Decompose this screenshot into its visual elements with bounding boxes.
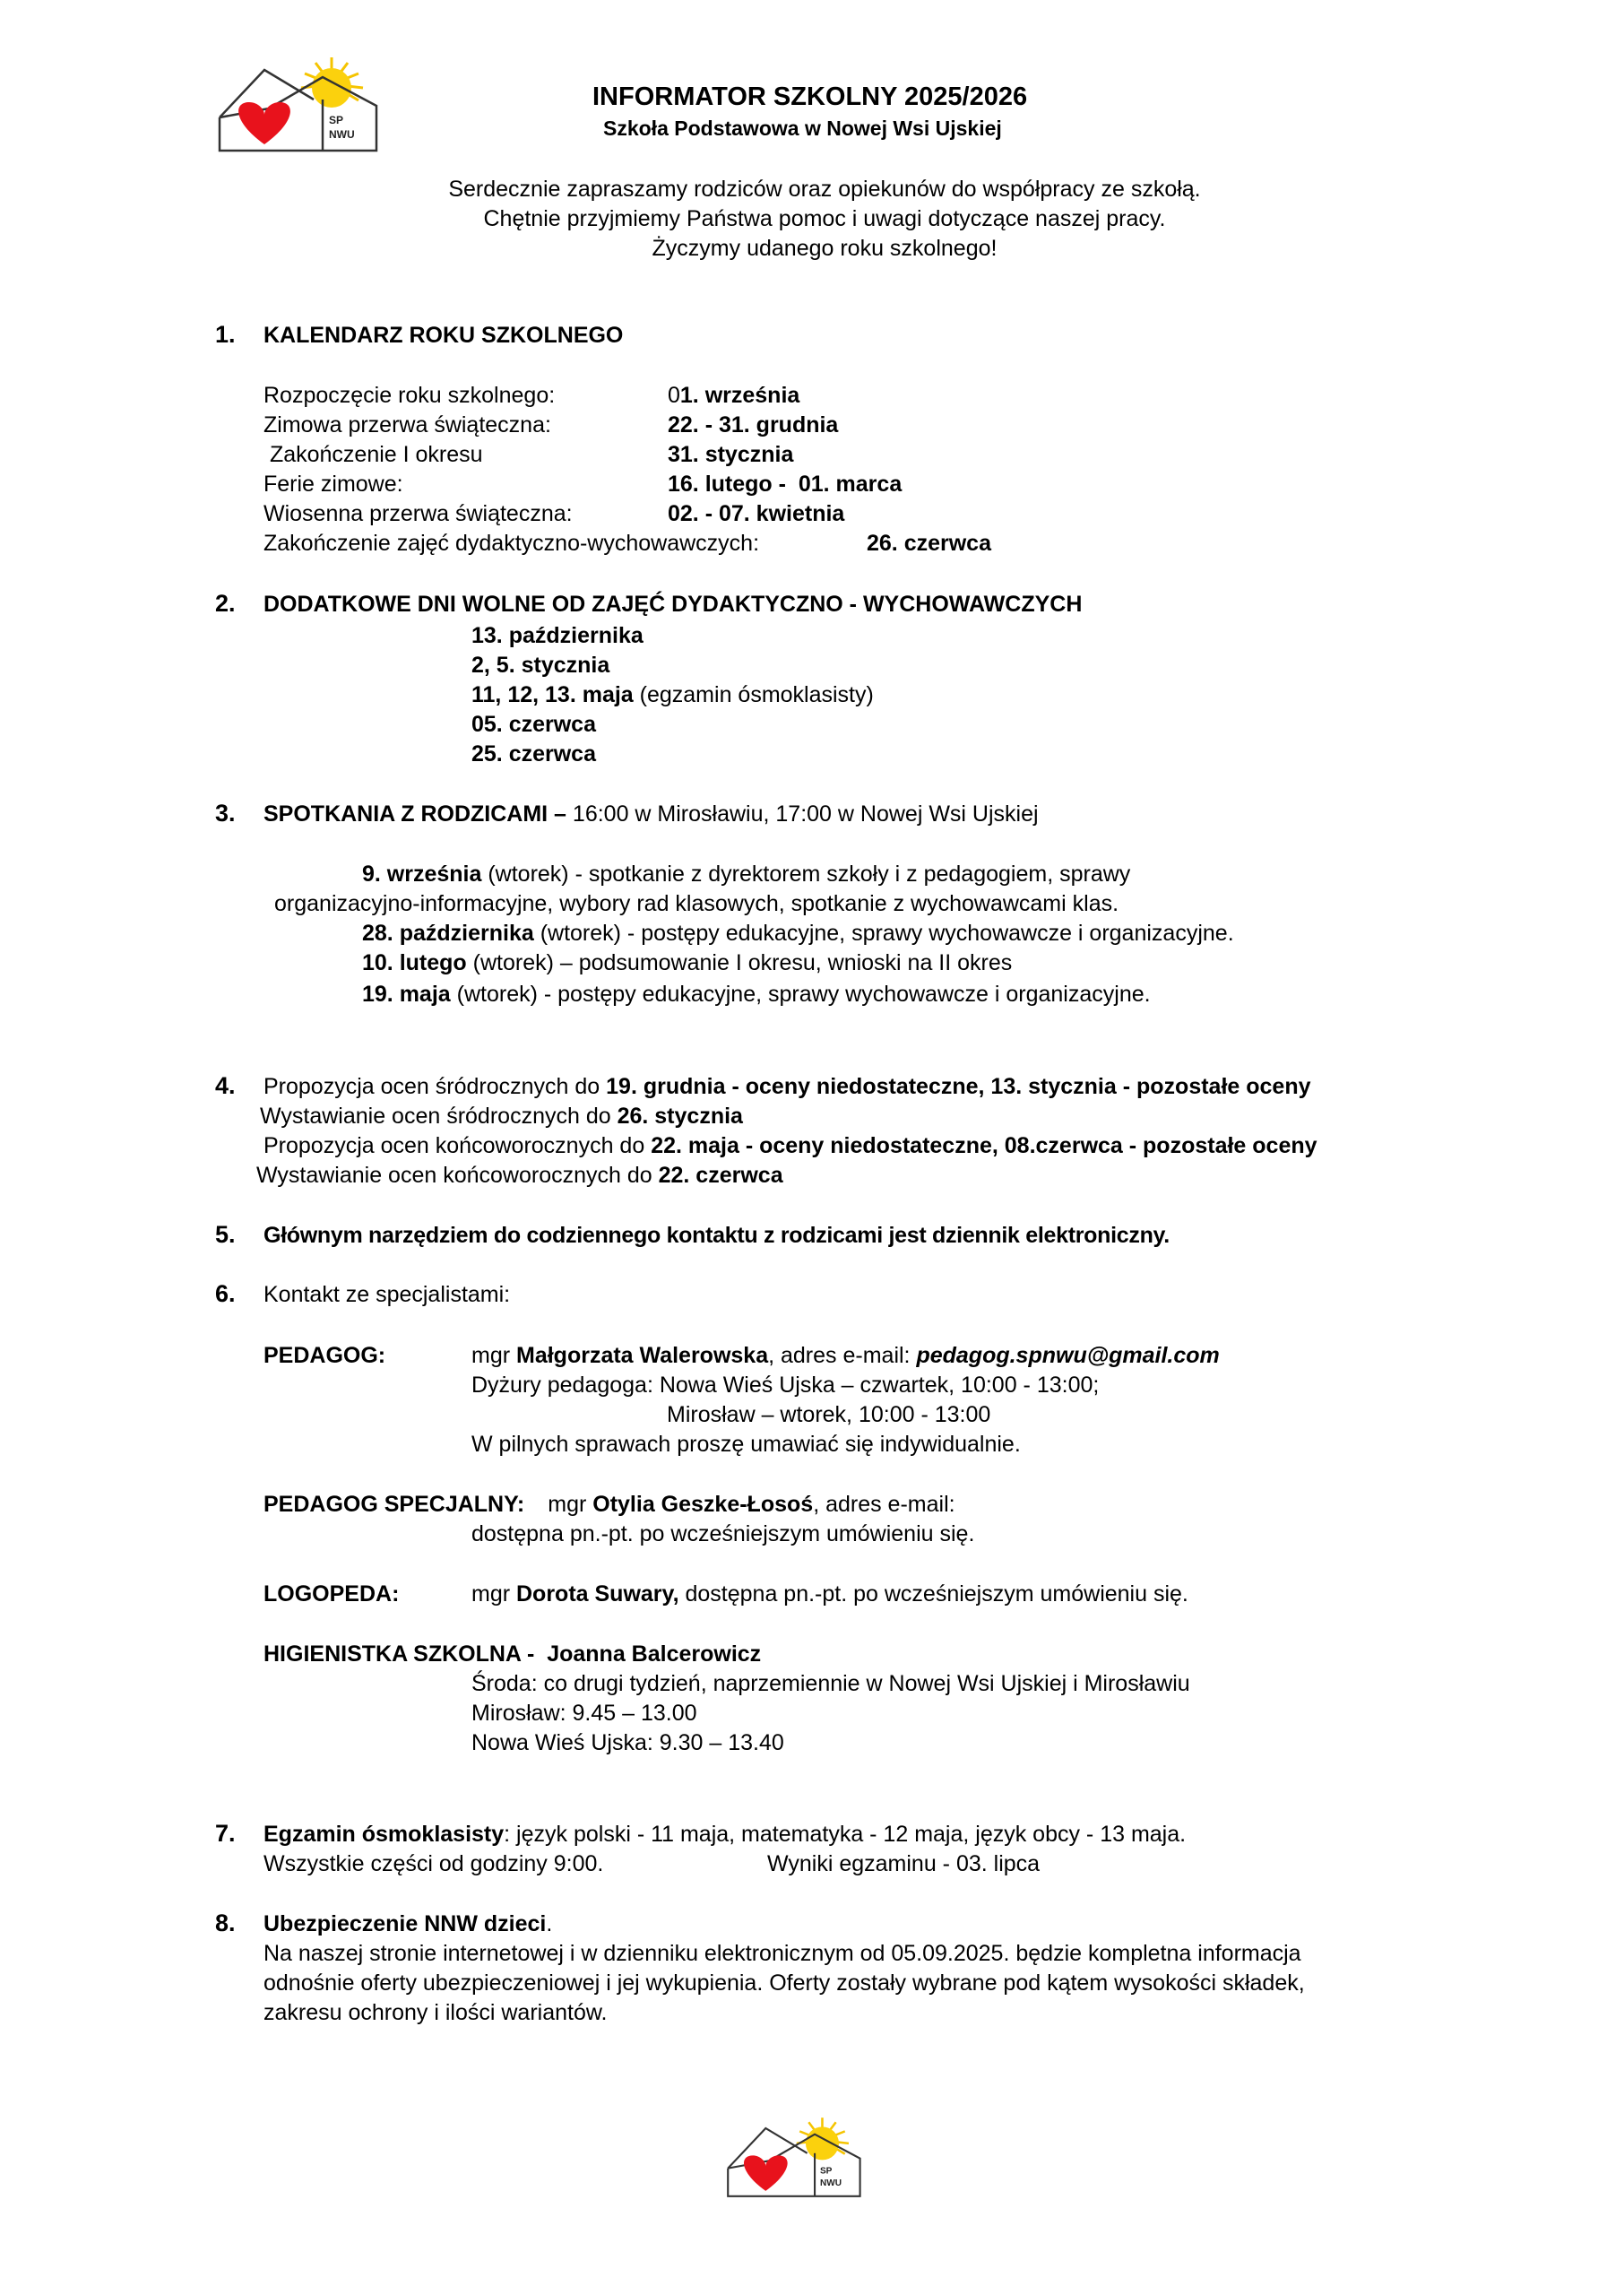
pedagog-line-1: mgr Małgorzata Walerowska, adres e-mail: pedagog.spnwu@gmail.com: [471, 1343, 1220, 1368]
meeting-1: 9. września (wtorek) - spotkanie z dyrektorem szkoły i z pedagogiem, sprawy: [362, 862, 1131, 887]
calendar-value: 26. czerwca: [867, 531, 991, 556]
intro-line-2: Chętnie przyjmiemy Państwa pomoc i uwagi dotyczące naszej pracy.: [483, 206, 1166, 231]
section-2-title: DODATKOWE DNI WOLNE OD ZAJĘĆ DYDAKTYCZNO - WYCHOWAWCZYCH: [263, 592, 1083, 617]
nurse-label: HIGIENISTKA SZKOLNA - Joanna Balcerowicz: [263, 1641, 762, 1667]
logo-text-sp: SP: [819, 2166, 833, 2177]
pedagog-line-4: W pilnych sprawach proszę umawiać się indywidualnie.: [471, 1432, 1021, 1457]
school-logo-bottom: [724, 2111, 868, 2203]
meeting-1-continued: organizacyjno-informacyjne, wybory rad klasowych, spotkanie z wychowawcami klas.: [274, 891, 1119, 916]
meeting-3: 10. lutego (wtorek) – podsumowanie I okresu, wnioski na II okres: [362, 950, 1013, 975]
calendar-label: Zakończenie zajęć dydaktyczno-wychowawczych:: [263, 531, 760, 556]
day-off-item: 05. czerwca: [471, 712, 596, 737]
section-3-title: SPOTKANIA Z RODZICAMI – 16:00 w Mirosławiu, 17:00 w Nowej Wsi Ujskiej: [263, 801, 1039, 827]
section-5-text: Głównym narzędziem do codziennego kontaktu z rodzicami jest dziennik elektroniczny.: [263, 1223, 1170, 1248]
section-6-number: 6.: [215, 1280, 236, 1307]
calendar-label: Zakończenie I okresu: [263, 442, 483, 467]
section-7-line-1: Egzamin ósmoklasisty: język polski - 11 maja, matematyka - 12 maja, język obcy - 13 maja.: [263, 1822, 1187, 1847]
section-4-number: 4.: [215, 1072, 236, 1099]
page-subtitle: Szkoła Podstawowa w Nowej Wsi Ujskiej: [603, 117, 1002, 140]
calendar-value: 02. - 07. kwietnia: [668, 501, 845, 526]
calendar-label: Rozpoczęcie roku szkolnego:: [263, 383, 556, 408]
section-6-title: Kontakt ze specjalistami:: [263, 1282, 511, 1307]
pedagog-line-3: Mirosław – wtorek, 10:00 - 13:00: [667, 1402, 991, 1427]
nurse-line-1: Środa: co drugi tydzień, naprzemiennie w Nowej Wsi Ujskiej i Mirosławiu: [471, 1671, 1190, 1696]
special-pedagog-line-2: dostępna pn.-pt. po wcześniejszym umówieniu się.: [471, 1521, 975, 1546]
calendar-value: 22. - 31. grudnia: [668, 412, 839, 437]
calendar-label: Ferie zimowe:: [263, 472, 403, 497]
calendar-value: 31. stycznia: [668, 442, 794, 467]
nurse-line-3: Nowa Wieś Ujska: 9.30 – 13.40: [471, 1730, 784, 1755]
section-3-number: 3.: [215, 800, 236, 827]
grades-line-3: Propozycja ocen końcoworocznych do 22. maja - oceny niedostateczne, 08.czerwca - pozostałe oceny: [263, 1133, 1317, 1158]
speech-therapist-label: LOGOPEDA:: [263, 1581, 400, 1606]
school-logo-top: [215, 50, 385, 158]
meeting-4: 19. maja (wtorek) - postępy edukacyjne, sprawy wychowawcze i organizacyjne.: [362, 982, 1151, 1007]
section-8-title: Ubezpieczenie NNW dzieci.: [263, 1911, 553, 1936]
section-2-number: 2.: [215, 590, 236, 617]
logo-text-nwu: NWU: [819, 2178, 842, 2188]
day-off-item: 2, 5. stycznia: [471, 653, 610, 678]
section-8-line-2: odnośnie oferty ubezpieczeniowej i jej wykupienia. Oferty zostały wybrane pod kątem wysokości składek,: [263, 1970, 1305, 1996]
section-7-line-2b: Wyniki egzaminu - 03. lipca: [767, 1851, 1041, 1876]
day-off-item: 11, 12, 13. maja (egzamin ósmoklasisty): [471, 682, 874, 707]
intro-line-1: Serdecznie zapraszamy rodziców oraz opiekunów do współpracy ze szkołą.: [448, 177, 1201, 202]
pedagog-email-link[interactable]: pedagog.spnwu@gmail.com: [916, 1343, 1220, 1368]
section-1-title: KALENDARZ ROKU SZKOLNEGO: [263, 323, 624, 348]
page-title: INFORMATOR SZKOLNY 2025/2026: [592, 82, 1028, 111]
section-5-number: 5.: [215, 1221, 236, 1248]
calendar-value: 01. września: [668, 383, 800, 408]
meeting-2: 28. października (wtorek) - postępy edukacyjne, sprawy wychowawcze i organizacyjne.: [362, 921, 1234, 946]
calendar-label: Wiosenna przerwa świąteczna:: [263, 501, 573, 526]
section-8-line-3: zakresu ochrony i ilości wariantów.: [263, 2000, 608, 2025]
special-pedagog-line-1: PEDAGOG SPECJALNY: mgr Otylia Geszke-Łosoś, adres e-mail:: [263, 1492, 955, 1517]
speech-therapist-line: mgr Dorota Suwary, dostępna pn.-pt. po wcześniejszym umówieniu się.: [471, 1581, 1188, 1606]
section-1-number: 1.: [215, 321, 236, 348]
pedagog-label: PEDAGOG:: [263, 1343, 386, 1368]
logo-text-nwu: NWU: [329, 128, 355, 141]
logo-text-sp: SP: [329, 114, 344, 126]
section-8-line-1: Na naszej stronie internetowej i w dzienniku elektronicznym od 05.09.2025. będzie kompletna informacja: [263, 1941, 1301, 1966]
day-off-item: 13. października: [471, 623, 644, 648]
section-7-number: 7.: [215, 1820, 236, 1847]
pedagog-line-2: Dyżury pedagoga: Nowa Wieś Ujska – czwartek, 10:00 - 13:00;: [471, 1373, 1100, 1398]
section-8-number: 8.: [215, 1910, 236, 1936]
grades-line-4: Wystawianie ocen końcoworocznych do 22. czerwca: [256, 1163, 783, 1188]
calendar-value: 16. lutego - 01. marca: [668, 472, 903, 497]
grades-line-2: Wystawianie ocen śródrocznych do 26. stycznia: [260, 1104, 743, 1129]
nurse-line-2: Mirosław: 9.45 – 13.00: [471, 1701, 697, 1726]
grades-line-1: Propozycja ocen śródrocznych do 19. grudnia - oceny niedostateczne, 13. stycznia - pozostałe oceny: [263, 1074, 1311, 1099]
day-off-item: 25. czerwca: [471, 741, 596, 766]
calendar-label: Zimowa przerwa świąteczna:: [263, 412, 551, 437]
section-7-line-2a: Wszystkie części od godziny 9:00.: [263, 1851, 604, 1876]
intro-line-3: Życzymy udanego roku szkolnego!: [652, 236, 998, 261]
